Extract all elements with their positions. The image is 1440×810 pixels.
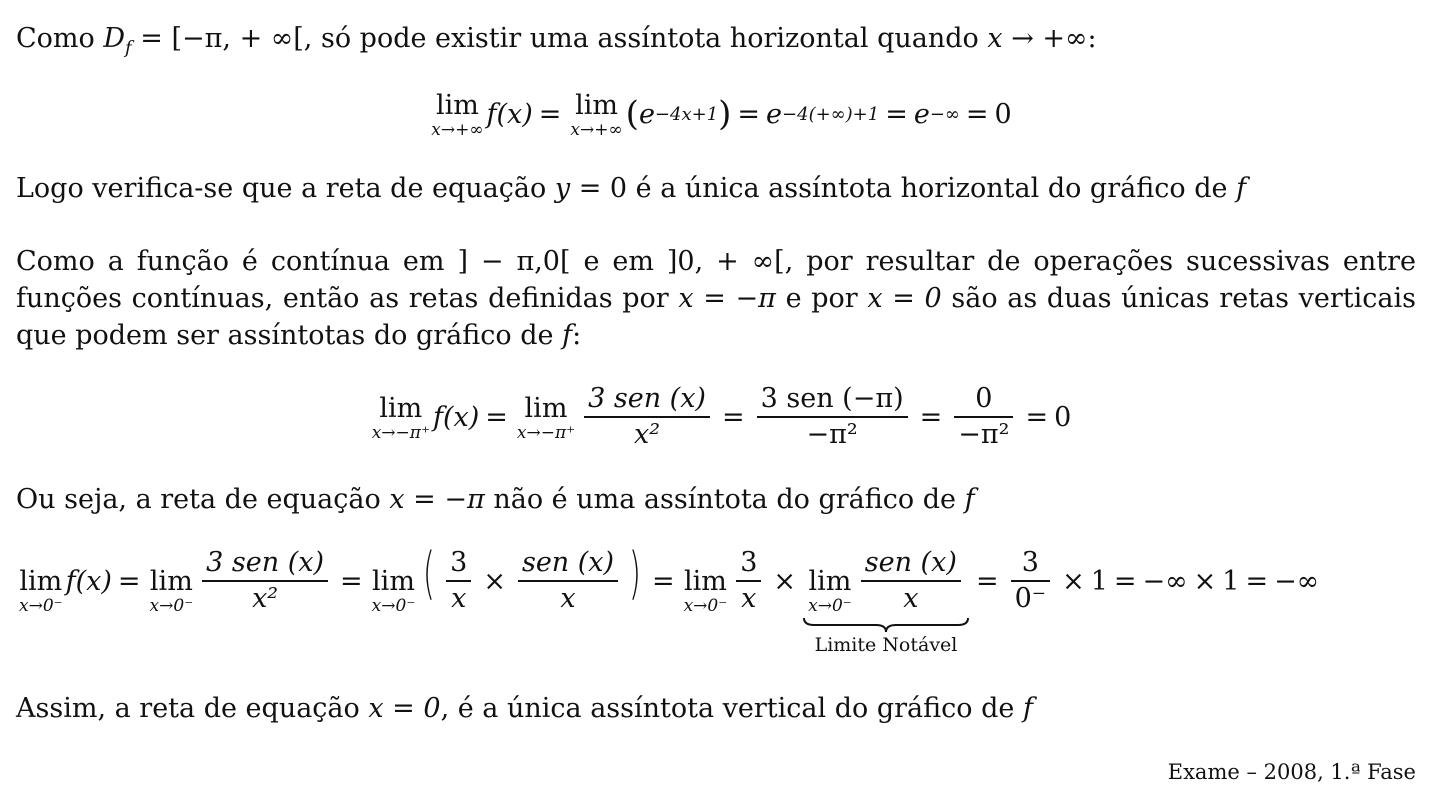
denominator: x xyxy=(451,582,467,614)
text: não é uma assíntota do gráfico de xyxy=(493,484,956,515)
math: x = −π xyxy=(678,283,776,314)
times: × xyxy=(1062,566,1085,597)
text: = [−π, + ∞[, só pode existir uma assíntota horizontal quando xyxy=(140,23,979,54)
denominator: x² xyxy=(252,582,279,614)
math-y: y xyxy=(554,173,571,204)
paragraph-horizontal-asymptote xyxy=(16,170,1416,207)
equals: = xyxy=(117,566,141,597)
lim-sub: x→−π⁺ xyxy=(371,422,430,443)
paragraph-vertical-asymptote xyxy=(16,690,1416,727)
math-x: x xyxy=(987,23,1003,54)
lim-label: lim xyxy=(379,392,423,424)
paragraph-continuity xyxy=(16,243,1416,354)
fraction xyxy=(1011,546,1050,616)
numerator: 3 xyxy=(450,547,468,578)
lim-sub: x→0⁻ xyxy=(19,596,63,616)
fx: f(x) xyxy=(65,566,112,597)
times: × xyxy=(773,566,796,597)
lim-label: lim xyxy=(524,392,568,424)
lim-sub: x→+∞ xyxy=(431,119,484,140)
limit-operator xyxy=(19,566,63,615)
lim-label: lim xyxy=(372,566,415,597)
equation-limit-plus-infinity: lim x→+∞ f(x) = lim x→+∞ ( e −4x+1 ) = e −4(+∞)+1 = e −∞ = 0 xyxy=(431,89,1012,140)
text: Como a função é contínua em ] − π,0[ e em ]0, + ∞[, por resultar de operações sucessivas entre funções contínuas, então as retas definidas por xyxy=(16,246,1416,314)
numerator: 3 xyxy=(740,547,758,578)
equals: = xyxy=(737,98,761,130)
limit-operator xyxy=(372,393,430,442)
equals: = xyxy=(965,98,989,130)
right-paren: ) xyxy=(628,541,642,606)
math-f: f xyxy=(562,320,573,351)
lim-label: lim xyxy=(683,566,727,597)
equals: = xyxy=(485,401,508,433)
e: e xyxy=(766,98,783,130)
exponent: −∞ xyxy=(929,103,960,125)
math-D: D xyxy=(103,23,126,54)
equals: = xyxy=(1025,401,1049,433)
exam-source: Exame – 2008, 1.ª Fase xyxy=(1167,760,1416,784)
minus-infinity: −∞ xyxy=(1274,566,1320,597)
math: x = 0 xyxy=(867,283,942,314)
denominator: x xyxy=(903,582,919,614)
math: x = 0 xyxy=(368,693,441,724)
fraction xyxy=(757,382,908,452)
exponent: −4(+∞)+1 xyxy=(782,103,880,125)
fraction xyxy=(736,546,761,616)
lim-label: lim xyxy=(19,566,63,597)
lim-label: lim xyxy=(149,566,193,597)
paragraph-not-asymptote xyxy=(16,481,1416,518)
equals: = xyxy=(340,566,363,597)
text: → +∞: xyxy=(1011,23,1097,54)
fraction xyxy=(202,546,328,616)
lim-sub: x→+∞ xyxy=(570,119,623,140)
colon: : xyxy=(572,320,582,351)
denominator: −π² xyxy=(806,418,858,450)
denominator: x² xyxy=(634,418,661,450)
underbrace xyxy=(802,616,970,634)
zero: 0 xyxy=(994,98,1012,130)
paragraph-domain xyxy=(16,20,1416,66)
lim-sub: x→0⁻ xyxy=(371,596,416,616)
e: e xyxy=(913,98,930,130)
numerator: sen (x) xyxy=(521,547,615,578)
times: × xyxy=(1193,566,1217,597)
limit-operator xyxy=(431,90,483,139)
fraction xyxy=(584,382,710,452)
exponent: −4x+1 xyxy=(654,103,719,125)
one: 1 xyxy=(1090,566,1108,597)
math: x = −π xyxy=(389,484,485,515)
fraction xyxy=(518,546,618,616)
math-f: f xyxy=(1022,693,1033,724)
numerator: 3 sen (−π) xyxy=(760,383,904,415)
fraction xyxy=(446,546,471,616)
equation-limit-zero-minus xyxy=(0,541,1440,656)
denominator: x xyxy=(741,582,757,614)
numerator: 0 xyxy=(975,383,993,415)
limit-operator xyxy=(684,566,728,615)
fx: f(x) xyxy=(486,98,533,130)
notable-limit-label: Limite Notável xyxy=(814,633,958,656)
equals: = xyxy=(721,401,745,433)
fraction xyxy=(954,382,1013,452)
math-sub-f: f xyxy=(125,37,132,59)
text: são as duas únicas retas verticais que podem ser assíntotas do gráfico de xyxy=(16,283,1416,351)
math-f: f xyxy=(1236,173,1247,204)
text: Ou seja, a reta de equação xyxy=(16,484,381,515)
limit-operator xyxy=(372,566,416,615)
numerator: 3 xyxy=(1021,547,1039,578)
equals: = xyxy=(976,566,999,597)
limit-operator xyxy=(517,393,575,442)
equals: = xyxy=(538,98,562,130)
text: = 0 é a única assíntota horizontal do gráfico de xyxy=(578,173,1228,204)
text: e por xyxy=(785,283,858,314)
text: Assim, a reta de equação xyxy=(16,693,360,724)
numerator: 3 sen (x) xyxy=(206,547,325,578)
fx: f(x) xyxy=(432,401,480,433)
denominator: 0⁻ xyxy=(1014,582,1047,614)
equals: = xyxy=(885,98,908,130)
equals: = xyxy=(651,566,675,597)
math-f: f xyxy=(964,484,975,515)
equals: = xyxy=(1245,566,1269,597)
equals: = xyxy=(1113,566,1137,597)
lim-sub: x→0⁻ xyxy=(683,596,728,616)
lim-label: lim xyxy=(435,89,479,121)
lim-label: lim xyxy=(575,89,618,121)
limit-operator xyxy=(150,566,194,615)
text: , é a única assíntota vertical do gráfico de xyxy=(440,693,1015,724)
notable-limit-group xyxy=(802,546,970,656)
zero: 0 xyxy=(1054,401,1072,433)
lim-sub: x→−π⁺ xyxy=(516,422,576,443)
lim-sub: x→0⁻ xyxy=(808,596,852,616)
minus-infinity: −∞ xyxy=(1142,566,1188,597)
limit-operator xyxy=(570,90,622,139)
one: 1 xyxy=(1222,566,1240,597)
equation-limit-minus-pi xyxy=(0,380,1440,454)
limit-operator xyxy=(808,566,852,615)
fraction xyxy=(861,546,961,616)
numerator: sen (x) xyxy=(864,547,957,578)
numerator: 3 sen (x) xyxy=(588,383,706,415)
lim-sub: x→0⁻ xyxy=(149,596,194,616)
text: Como xyxy=(16,23,95,54)
denominator: −π² xyxy=(958,418,1010,450)
lim-label: lim xyxy=(808,566,852,597)
left-paren: ( xyxy=(423,541,436,606)
equals: = xyxy=(919,401,943,433)
times: × xyxy=(483,566,506,597)
text: Logo verifica-se que a reta de equação xyxy=(16,173,547,204)
denominator: x xyxy=(560,582,576,614)
e: e xyxy=(638,98,655,130)
